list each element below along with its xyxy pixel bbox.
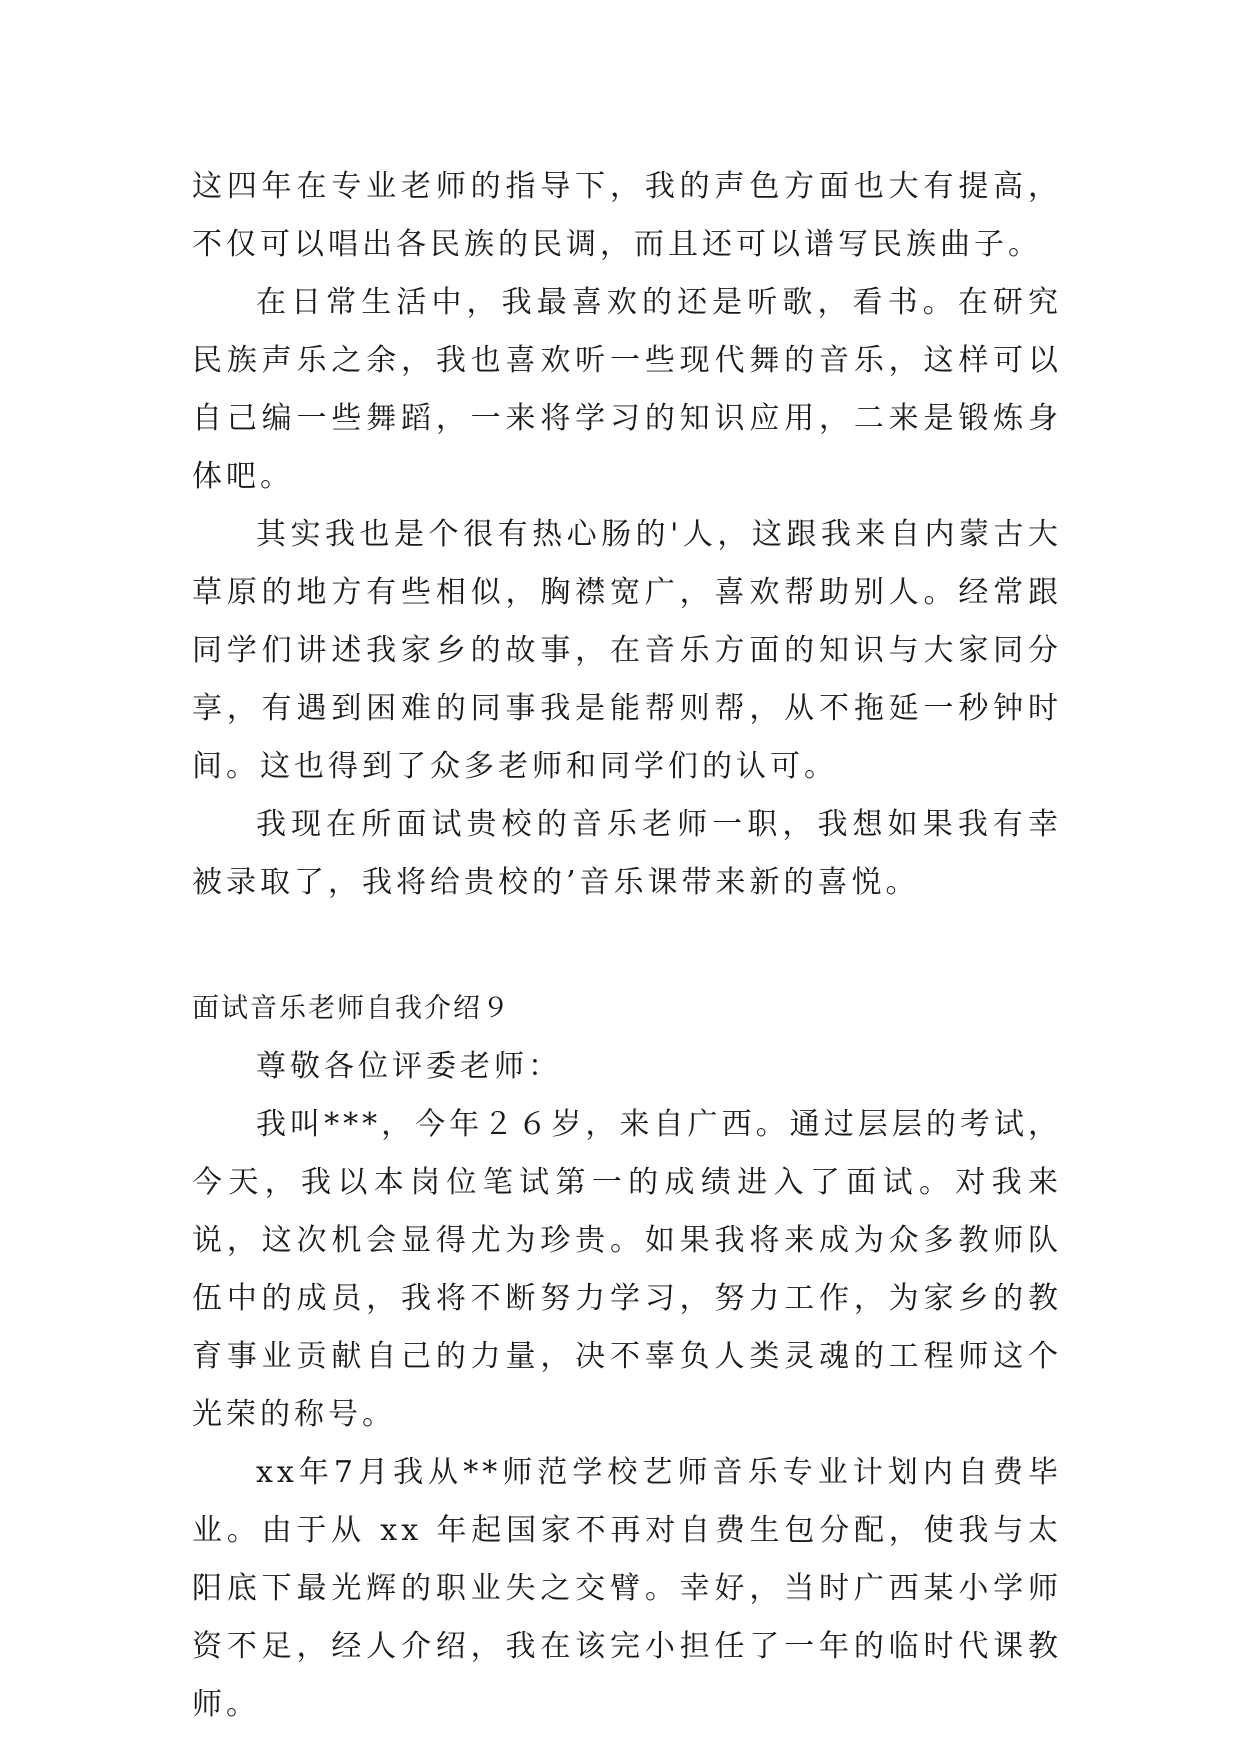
salutation: 尊敬各位评委老师：: [256, 1049, 562, 1084]
paragraph: 这四年在专业老师的指导下，我的声色方面也大有提高，不仅可以唱出各民族的民调，而且还可以谱写民族曲子。: [192, 169, 1062, 262]
section-gap: [192, 912, 1062, 980]
paragraph: xx年7月我从**师范学校艺师音乐专业计划内自费毕业。由于从 xx 年起国家不再对自费生包分配，使我与太阳底下最光辉的职业失之交臂。幸好，当时广西某小学师资不足，经人介绍，我在该完小担任了一年的临时代课教师。: [192, 1455, 1062, 1722]
paragraph: 我叫***，今年２６岁，来自广西。通过层层的考试，今天，我以本岗位笔试第一的成绩进入了面试。对我来说，这次机会显得尤为珍贵。如果我将来成为众多教师队伍中的成员，我将不断努力学习，努力工作，为家乡的教育事业贡献自己的力量，决不辜负人类灵魂的工程师这个光荣的称号。: [192, 1107, 1062, 1432]
paragraph: 其实我也是个很有热心肠的'人，这跟我来自内蒙古大草原的地方有些相似，胸襟宽广，喜欢帮助别人。经常跟同学们讲述我家乡的故事，在音乐方面的知识与大家同分享，有遇到困难的同事我是能帮则帮，从不拖延一秒钟时间。这也得到了众多老师和同学们的认可。: [192, 517, 1062, 784]
paragraph: 在日常生活中，我最喜欢的还是听歌，看书。在研究民族声乐之余，我也喜欢听一些现代舞的音乐，这样可以自己编一些舞蹈，一来将学习的知识应用，二来是锻炼身体吧。: [192, 285, 1062, 494]
paragraph: 我现在所面试贵校的音乐老师一职，我想如果我有幸被录取了，我将给贵校的’音乐课带来新的喜悦。: [192, 807, 1062, 900]
section-heading: 面试音乐老师自我介绍９: [192, 993, 511, 1024]
document-body: [192, 158, 1062, 1734]
